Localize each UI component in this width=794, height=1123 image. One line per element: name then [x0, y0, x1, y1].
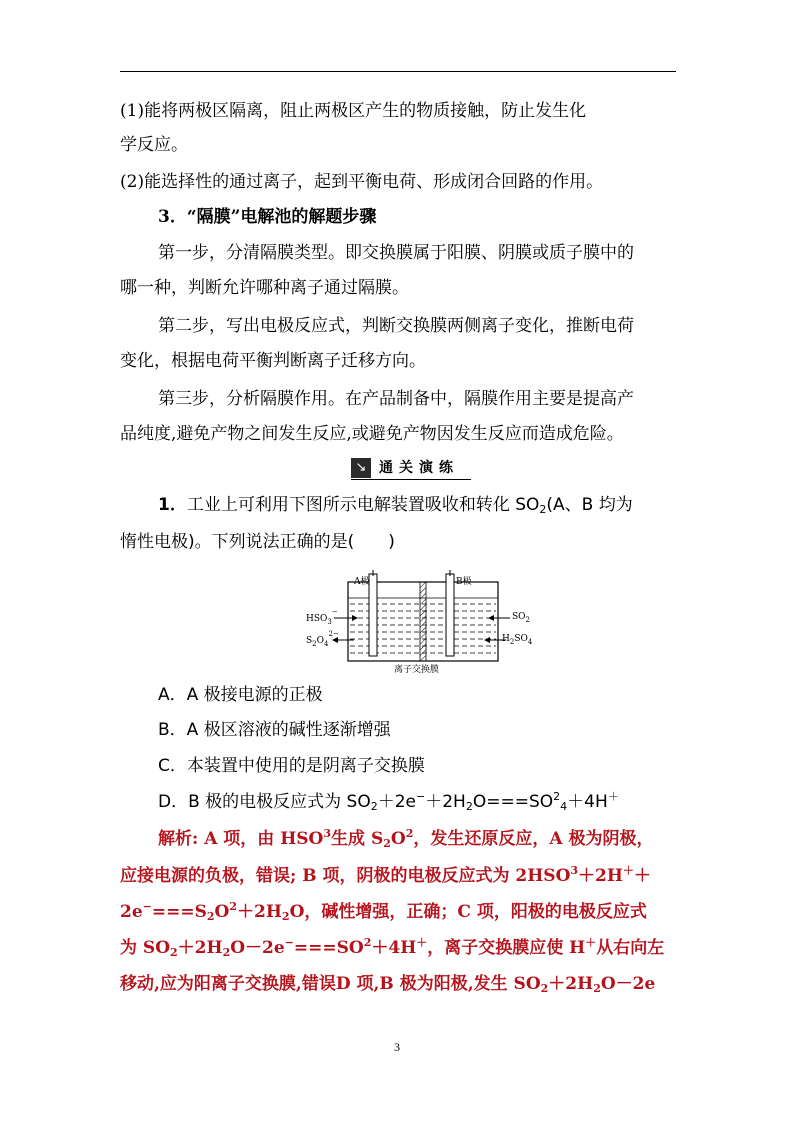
header-rule	[120, 71, 676, 72]
step1-line2: 哪一种，判断允许哪种离子通过隔膜。	[120, 278, 409, 298]
para1-line1: (1)能将两极区隔离，阻止两极区产生的物质接触，防止发生化	[120, 101, 587, 121]
question-text-b: (A、B 均为	[546, 495, 633, 515]
arrow-icon: ↘	[351, 458, 371, 478]
question-line2: 惰性电极)。下列说法正确的是( )	[120, 532, 395, 552]
step1-line1: 第一步，分清隔膜类型。即交换膜属于阳膜、阴膜或质子膜中的	[158, 243, 634, 263]
option-a: A．A 极接电源的正极	[158, 685, 323, 705]
step3-line2: 品纯度,避免产物之间发生反应,或避免产物因发生反应而造成危险。	[120, 424, 624, 444]
step2-line1: 第二步，写出电极反应式，判断交换膜两侧离子变化，推断电荷	[158, 316, 634, 336]
section3-title: 3．“隔膜”电解池的解题步骤	[158, 207, 377, 227]
question-number: 1．	[158, 495, 187, 515]
left-input-label: $HSO_3^-$	[306, 608, 338, 626]
right-output-label: $H_2SO_4$	[502, 634, 533, 646]
option-c: C．本装置中使用的是阴离子交换膜	[158, 756, 425, 776]
step3-line1: 第三步，分析隔膜作用。在产品制备中，隔膜作用主要是提高产	[158, 389, 634, 409]
question-sub: 2	[539, 503, 547, 516]
analysis-line2: 应接电源的负极，错误; B 项，阴极的电极反应式为 $2HSO^3+2H^++$	[120, 864, 651, 886]
analysis-line5: 移动,应为阳离子交换膜,错误D 项,B 极为阳极,发生 $SO_2+2H_2O-2e$	[120, 974, 656, 995]
electrode-a-label: A极	[354, 577, 370, 587]
analysis-line3: $2e^-===S_2O^2+2H_2O$，碱性增强，正确；C 项，阳极的电极反应式	[120, 900, 647, 923]
analysis-line4: 为 $SO_2+2H_2O-2e^-===SO^2+4H^+$，离子交换膜应使 H＋从右向左	[120, 936, 665, 959]
step2-line2: 变化，根据电荷平衡判断离子迁移方向。	[120, 351, 426, 371]
right-input-label: $SO_2$	[512, 612, 531, 624]
left-output-label: $S_2O_4^{2-}$	[306, 630, 339, 648]
membrane-label: 离子交换膜	[394, 665, 440, 675]
option-d: D．B 极的电极反应式为 $SO_2+2e^-+2H_2O===SO^2_4+4H^+$	[158, 790, 619, 813]
banner-underline	[351, 479, 471, 480]
question-text-a: 工业上可利用下图所示电解装置吸收和转化 SO	[186, 495, 540, 515]
question-line1	[158, 493, 718, 517]
analysis-label: 解析	[158, 829, 192, 849]
electrode-b-label: B极	[456, 577, 472, 587]
para1-line2: 学反应。	[120, 135, 188, 155]
electrolysis-diagram	[298, 568, 534, 678]
option-b: B．A 极区溶液的碱性逐渐增强	[158, 720, 391, 740]
analysis-line1: 解析: A 项，由 HSO$^3$生成 $S_2O^2$，发生还原反应，A 极为阴极，	[158, 827, 654, 850]
section-banner	[351, 458, 471, 480]
page-number: 3	[394, 1040, 400, 1054]
banner-text: 通关演练	[379, 460, 459, 476]
para2: (2)能选择性的通过离子，起到平衡电荷、形成闭合回路的作用。	[120, 172, 604, 192]
